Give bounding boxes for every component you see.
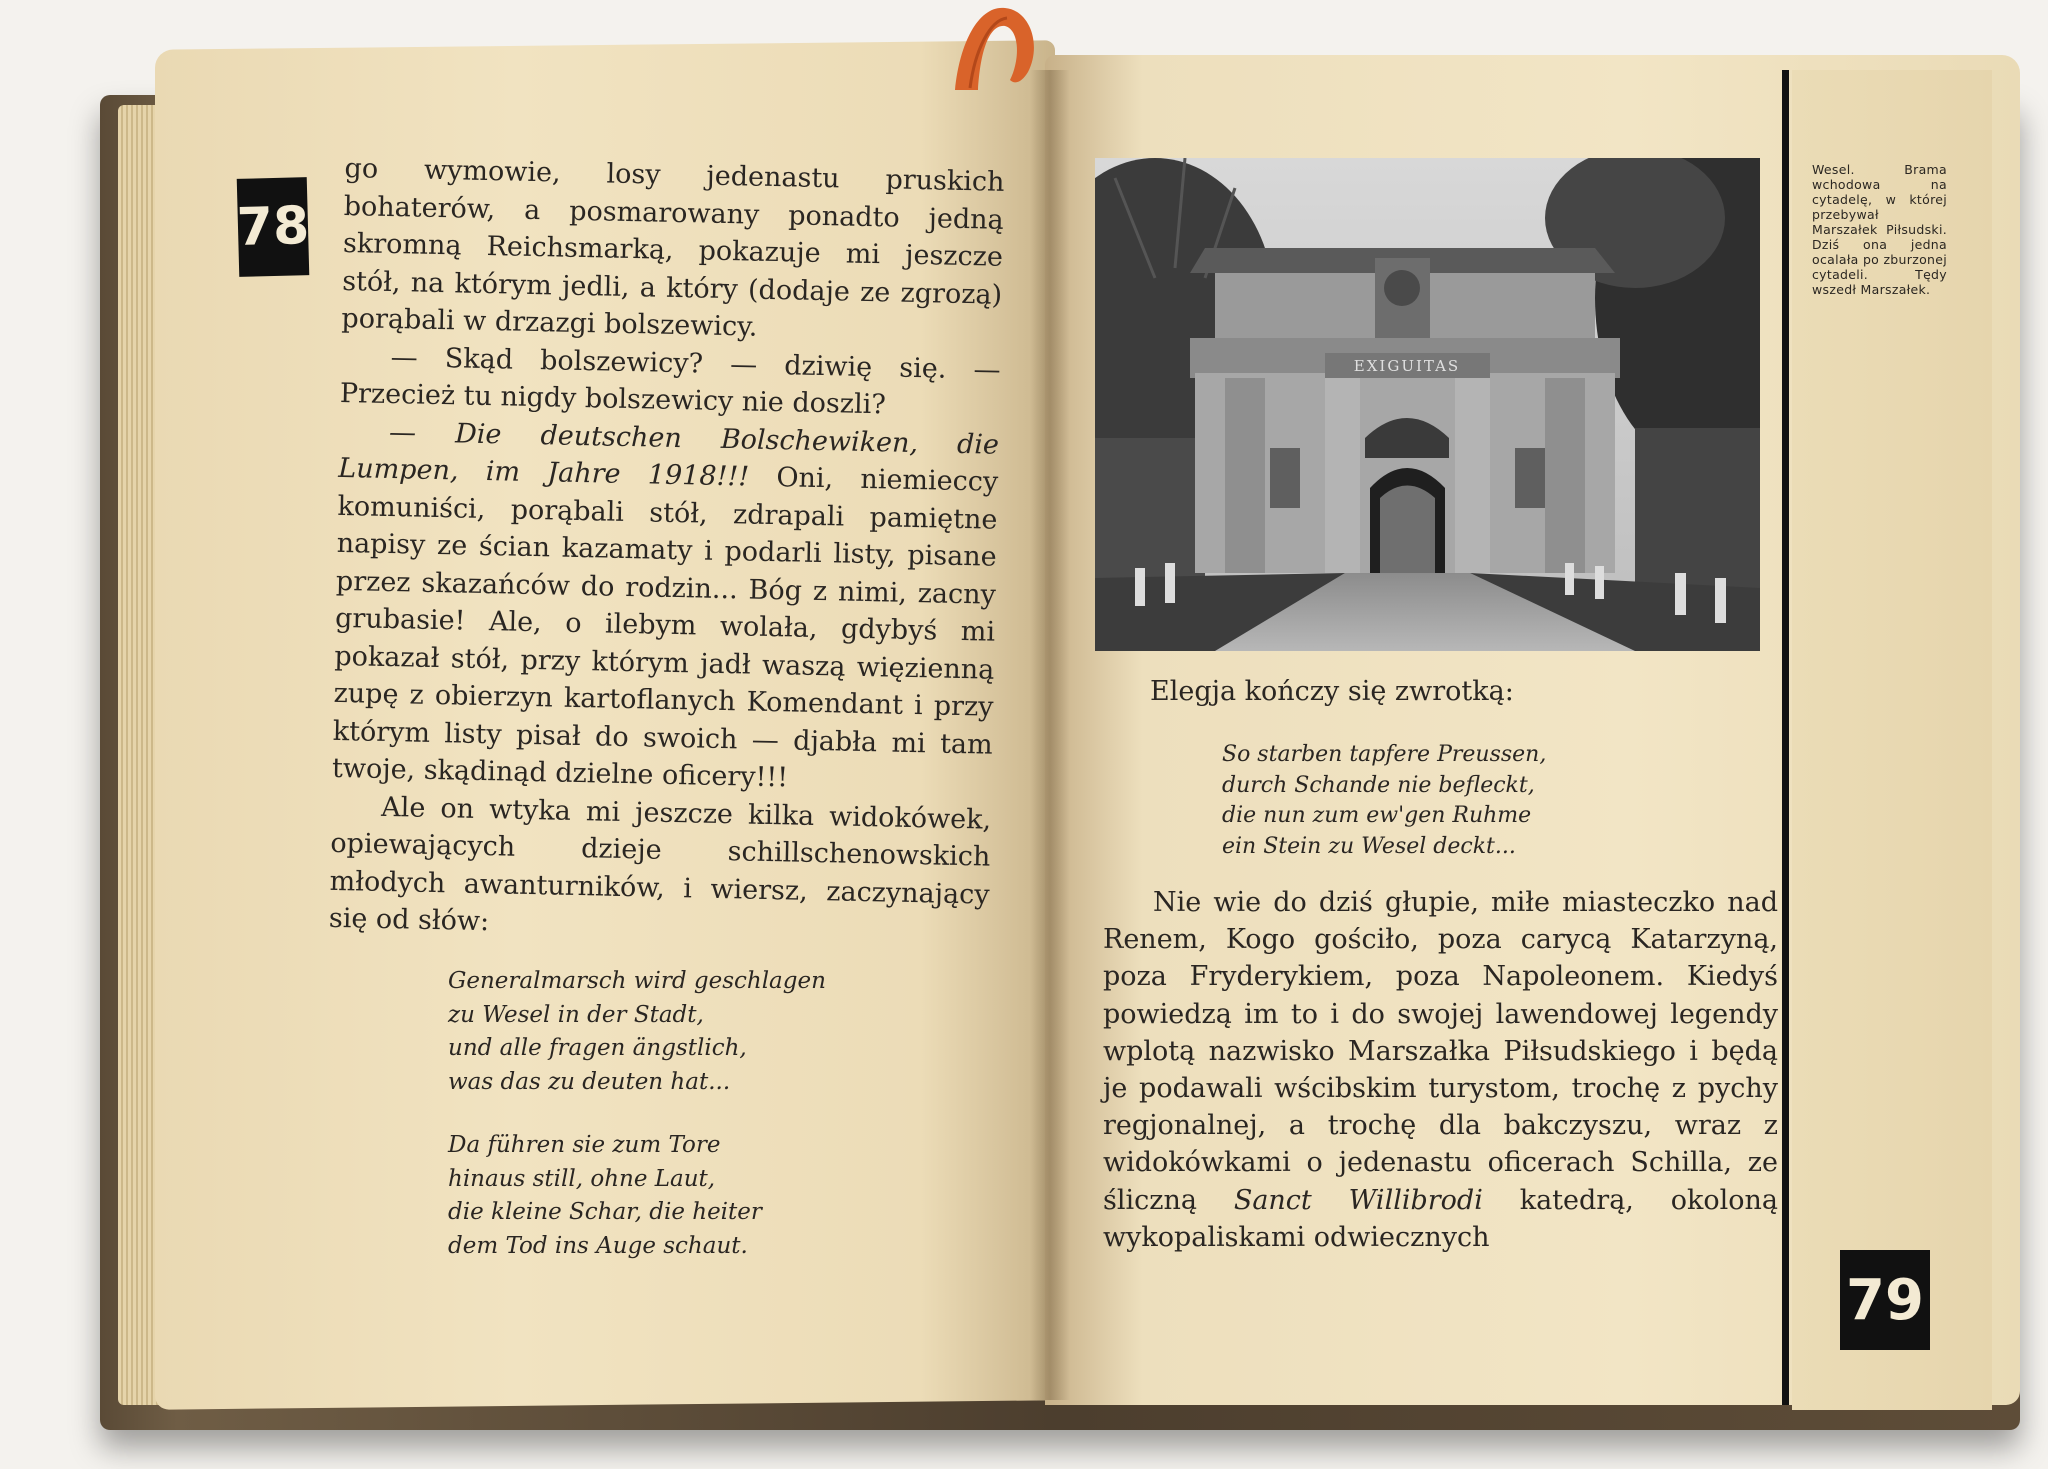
poem-line: was das zu deuten hat...	[448, 1068, 731, 1095]
poem-line: zu Wesel in der Stadt,	[448, 1001, 704, 1028]
paragraph-text: Nie wie do dziś głupie, miłe miasteczko nad Renem, Kogo gościło, poza carycą Katarzyną, poza Fryderykiem, poza Napoleonem. Kiedyś powiedzą im to i do swojej lawendowej legendy wplotą nazwisko Marszałka Piłsudskiego i będą je podawali wścibskim turystom, trochę z pychy regjonalnej, a trochę dla bakczyszu, wraz z widokówkami o jedenastu oficerach Schilla, ze śliczną	[1103, 887, 1778, 1216]
page-number-right: 79	[1840, 1250, 1930, 1350]
page-number-left: 78	[237, 177, 310, 277]
gate-photograph	[1095, 158, 1760, 651]
left-poem	[448, 965, 908, 1293]
right-poem	[1222, 740, 1702, 862]
gate-illustration	[1095, 158, 1760, 651]
vertical-rule	[1782, 70, 1789, 1405]
elegy-intro: Elegja kończy się zwrotką:	[1150, 676, 1514, 707]
poem-line: ein Stein zu Wesel deckt...	[1222, 833, 1516, 859]
italic-quote: — Die deutschen Bolschewiken, die Lumpen, im Jahre 1918!!!	[338, 416, 1000, 493]
poem-line: So starben tapfere Preussen,	[1222, 742, 1547, 767]
poem-stanza	[448, 965, 908, 1099]
poem-line: durch Schande nie befleckt,	[1222, 772, 1535, 798]
ribbon-bookmark	[950, 0, 1060, 90]
paragraph-text: Oni, niemieccy komuniści, porąbali stół, zdrapali pamiętne napisy ze ścian kazamaty i podarli listy, pisane przez skazańców do rodzin... Bóg z nimi, zacny grubasie! Ale, o ilebym wolała, gdybyś mi pokazał stół, przy którym jadł waszą więzienną zupę z obierzyn kartoflanych Komendant i przy którym listy pisał do swoich — djabła mi tam twoje, skądinąd dzielne oficery!!!	[331, 461, 999, 794]
poem-line: hinaus still, ohne Laut,	[448, 1165, 716, 1192]
poem-line: Da führen sie zum Tore	[448, 1132, 721, 1158]
paragraph: — Skąd bolszewicy? — dziwię się. — Przecież tu nigdy bolszewicy nie doszli?	[339, 341, 1001, 421]
paragraph	[1103, 884, 1778, 1256]
poem-line: und alle fragen ängstlich,	[448, 1035, 747, 1061]
poem-line: die nun zum ew'gen Ruhme	[1222, 803, 1532, 828]
paragraph-text: katedrą, okoloną wykopaliskami odwiecznych	[1103, 1184, 1778, 1253]
gate-inscription: EXIGUITAS	[1353, 357, 1461, 375]
book-gutter	[1030, 70, 1070, 1400]
right-text-column	[1103, 884, 1778, 1256]
paragraph: go wymowie, losy jedenastu pruskich bohaterów, a posmarowany ponadto jedną skromną Reichsmarką, pokazuje mi jeszcze stół, na którym jedli, a który (dodaje ze zgrozą) porąbali w drzazgi bolszewicy.	[341, 152, 1005, 343]
paragraph: Ale on wtyka mi jeszcze kilka widokówek, opiewających dzieje schillschenowskich młodych awanturników, i wiersz, zaczynający się od słów:	[328, 791, 992, 938]
poem-line: die kleine Schar, die heiter	[448, 1199, 762, 1225]
paragraph	[332, 412, 1000, 801]
italic-name: Sanct Willibrodi	[1233, 1184, 1483, 1216]
poem-line: dem Tod ins Auge schaut.	[448, 1232, 748, 1259]
photo-caption: Wesel. Brama wchodowa na cytadelę, w której przebywał Marszałek Piłsudski. Dziś ona jedna ocalała po zburzonej cytadeli. Tędy wszedł Marszałek.	[1812, 162, 1947, 297]
left-text-column	[329, 150, 1005, 951]
poem-line: Generalmarsch wird geschlagen	[448, 968, 826, 994]
poem-stanza	[448, 1129, 908, 1263]
